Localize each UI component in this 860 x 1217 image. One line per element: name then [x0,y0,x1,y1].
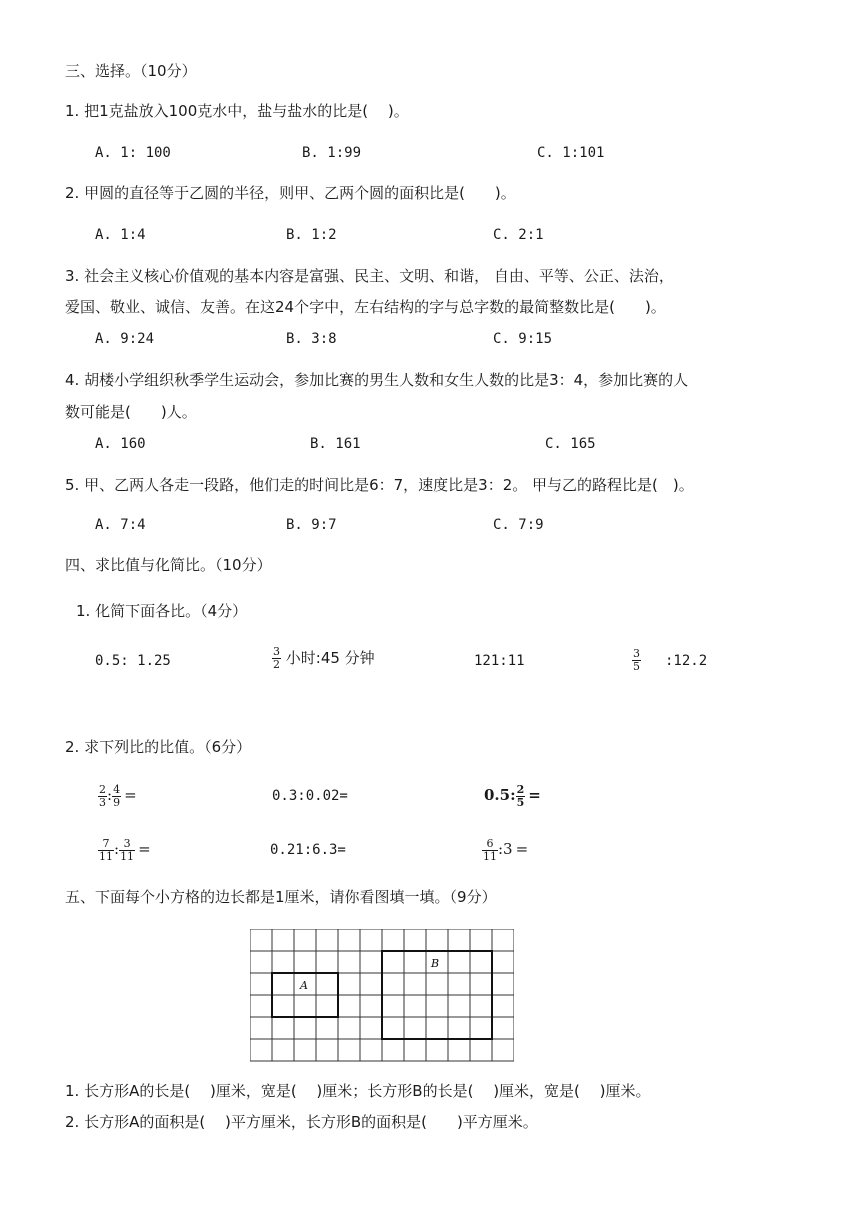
ratio-value-item-3: 0.5: $\frac{2}{5}$ = [484,782,541,809]
ratio-value-item-2: 0.3:0.02= [272,788,348,804]
fraction: $\frac{3}{5}$ [633,647,640,673]
fraction: $\frac{2}{3}$ [99,782,106,809]
fraction: $\frac{7}{11}$ [99,836,113,863]
section5-q1: 1. 长方形A的长是( )厘米，宽是( )厘米；长方形B的长是( )厘米，宽是( )厘米。 [65,1082,651,1100]
q3-stem-line2: 爱国、敬业、诚信、友善。在这24个字中，左右结构的字与总字数的最简整数比是( )。 [65,298,666,316]
simplify-item-3: 121:11 [474,653,525,669]
fraction: $\frac{4}{9}$ [113,782,121,809]
fraction: $\frac{3}{11}$ [120,836,135,863]
q3-option-b[interactable]: B. 3:8 [286,331,337,347]
ratio-value-item-6: $\frac{6}{11}$ :3 = [483,836,529,863]
rectangle-a-label: A [300,979,308,992]
section5-title: 五、下面每个小方格的边长都是1厘米，请你看图填一填。（9分） [65,888,497,906]
q5-option-a[interactable]: A. 7:4 [95,517,146,533]
ratio-value-item-4: $\frac{7}{11}$ : $\frac{3}{11}$ = [99,836,151,863]
section4-part1-title: 1. 化简下面各比。（4分） [76,602,248,620]
fraction: $\frac{2}{5}$ [516,782,525,809]
rectangle-b-label: B [431,957,440,970]
q2-option-b[interactable]: B. 1:2 [286,227,337,243]
q3-stem-line1: 3. 社会主义核心价值观的基本内容是富强、民主、文明、和谐， 自由、平等、公正、法治， [65,267,674,285]
q5-stem: 5. 甲、乙两人各走一段路，他们走的时间比是6：7，速度比是3：2。 甲与乙的路程比是( )。 [65,476,694,494]
q1-option-c[interactable]: C. 1:101 [537,145,605,161]
simplify-item-1: 0.5: 1.25 [95,653,171,669]
fraction: $\frac{3}{2}$ [273,645,280,671]
q2-option-c[interactable]: C. 2:1 [493,227,544,243]
q5-option-c[interactable]: C. 7:9 [493,517,544,533]
q2-stem: 2. 甲圆的直径等于乙圆的半径，则甲、乙两个圆的面积比是( )。 [65,184,516,202]
section4-part2-title: 2. 求下列比的比值。（6分） [65,738,252,756]
q3-option-c[interactable]: C. 9:15 [493,331,553,347]
q2-option-a[interactable]: A. 1:4 [95,227,146,243]
simplify-item-4: $\frac{3}{5}$ :12.2 [633,647,708,673]
section5-q2: 2. 长方形A的面积是( )平方厘米，长方形B的面积是( )平方厘米。 [65,1113,538,1131]
q4-option-a[interactable]: A. 160 [95,436,146,452]
ratio-value-item-1: $\frac{2}{3}$ : $\frac{4}{9}$ = [99,782,137,809]
q1-stem: 1. 把1克盐放入100克水中，盐与盐水的比是( )。 [65,102,409,120]
fraction: $\frac{6}{11}$ [483,836,497,863]
q3-option-a[interactable]: A. 9:24 [95,331,155,347]
simplify-item-2: $\frac{3}{2}$ 小时:45 分钟 [273,645,375,671]
q4-option-c[interactable]: C. 165 [545,436,596,452]
q4-stem-line1: 4. 胡楼小学组织秋季学生运动会，参加比赛的男生人数和女生人数的比是3：4，参加比赛的人 [65,371,689,389]
ratio-value-item-5: 0.21:6.3= [270,842,346,858]
section4-title: 四、求比值与化简比。（10分） [65,556,272,574]
q4-stem-line2: 数可能是( )人。 [65,403,197,421]
q1-option-a[interactable]: A. 1: 100 [95,145,171,161]
q1-option-b[interactable]: B. 1:99 [302,145,362,161]
section3-title: 三、选择。（10分） [65,62,197,80]
q5-option-b[interactable]: B. 9:7 [286,517,337,533]
square-grid-figure [250,929,514,1063]
q4-option-b[interactable]: B. 161 [310,436,361,452]
